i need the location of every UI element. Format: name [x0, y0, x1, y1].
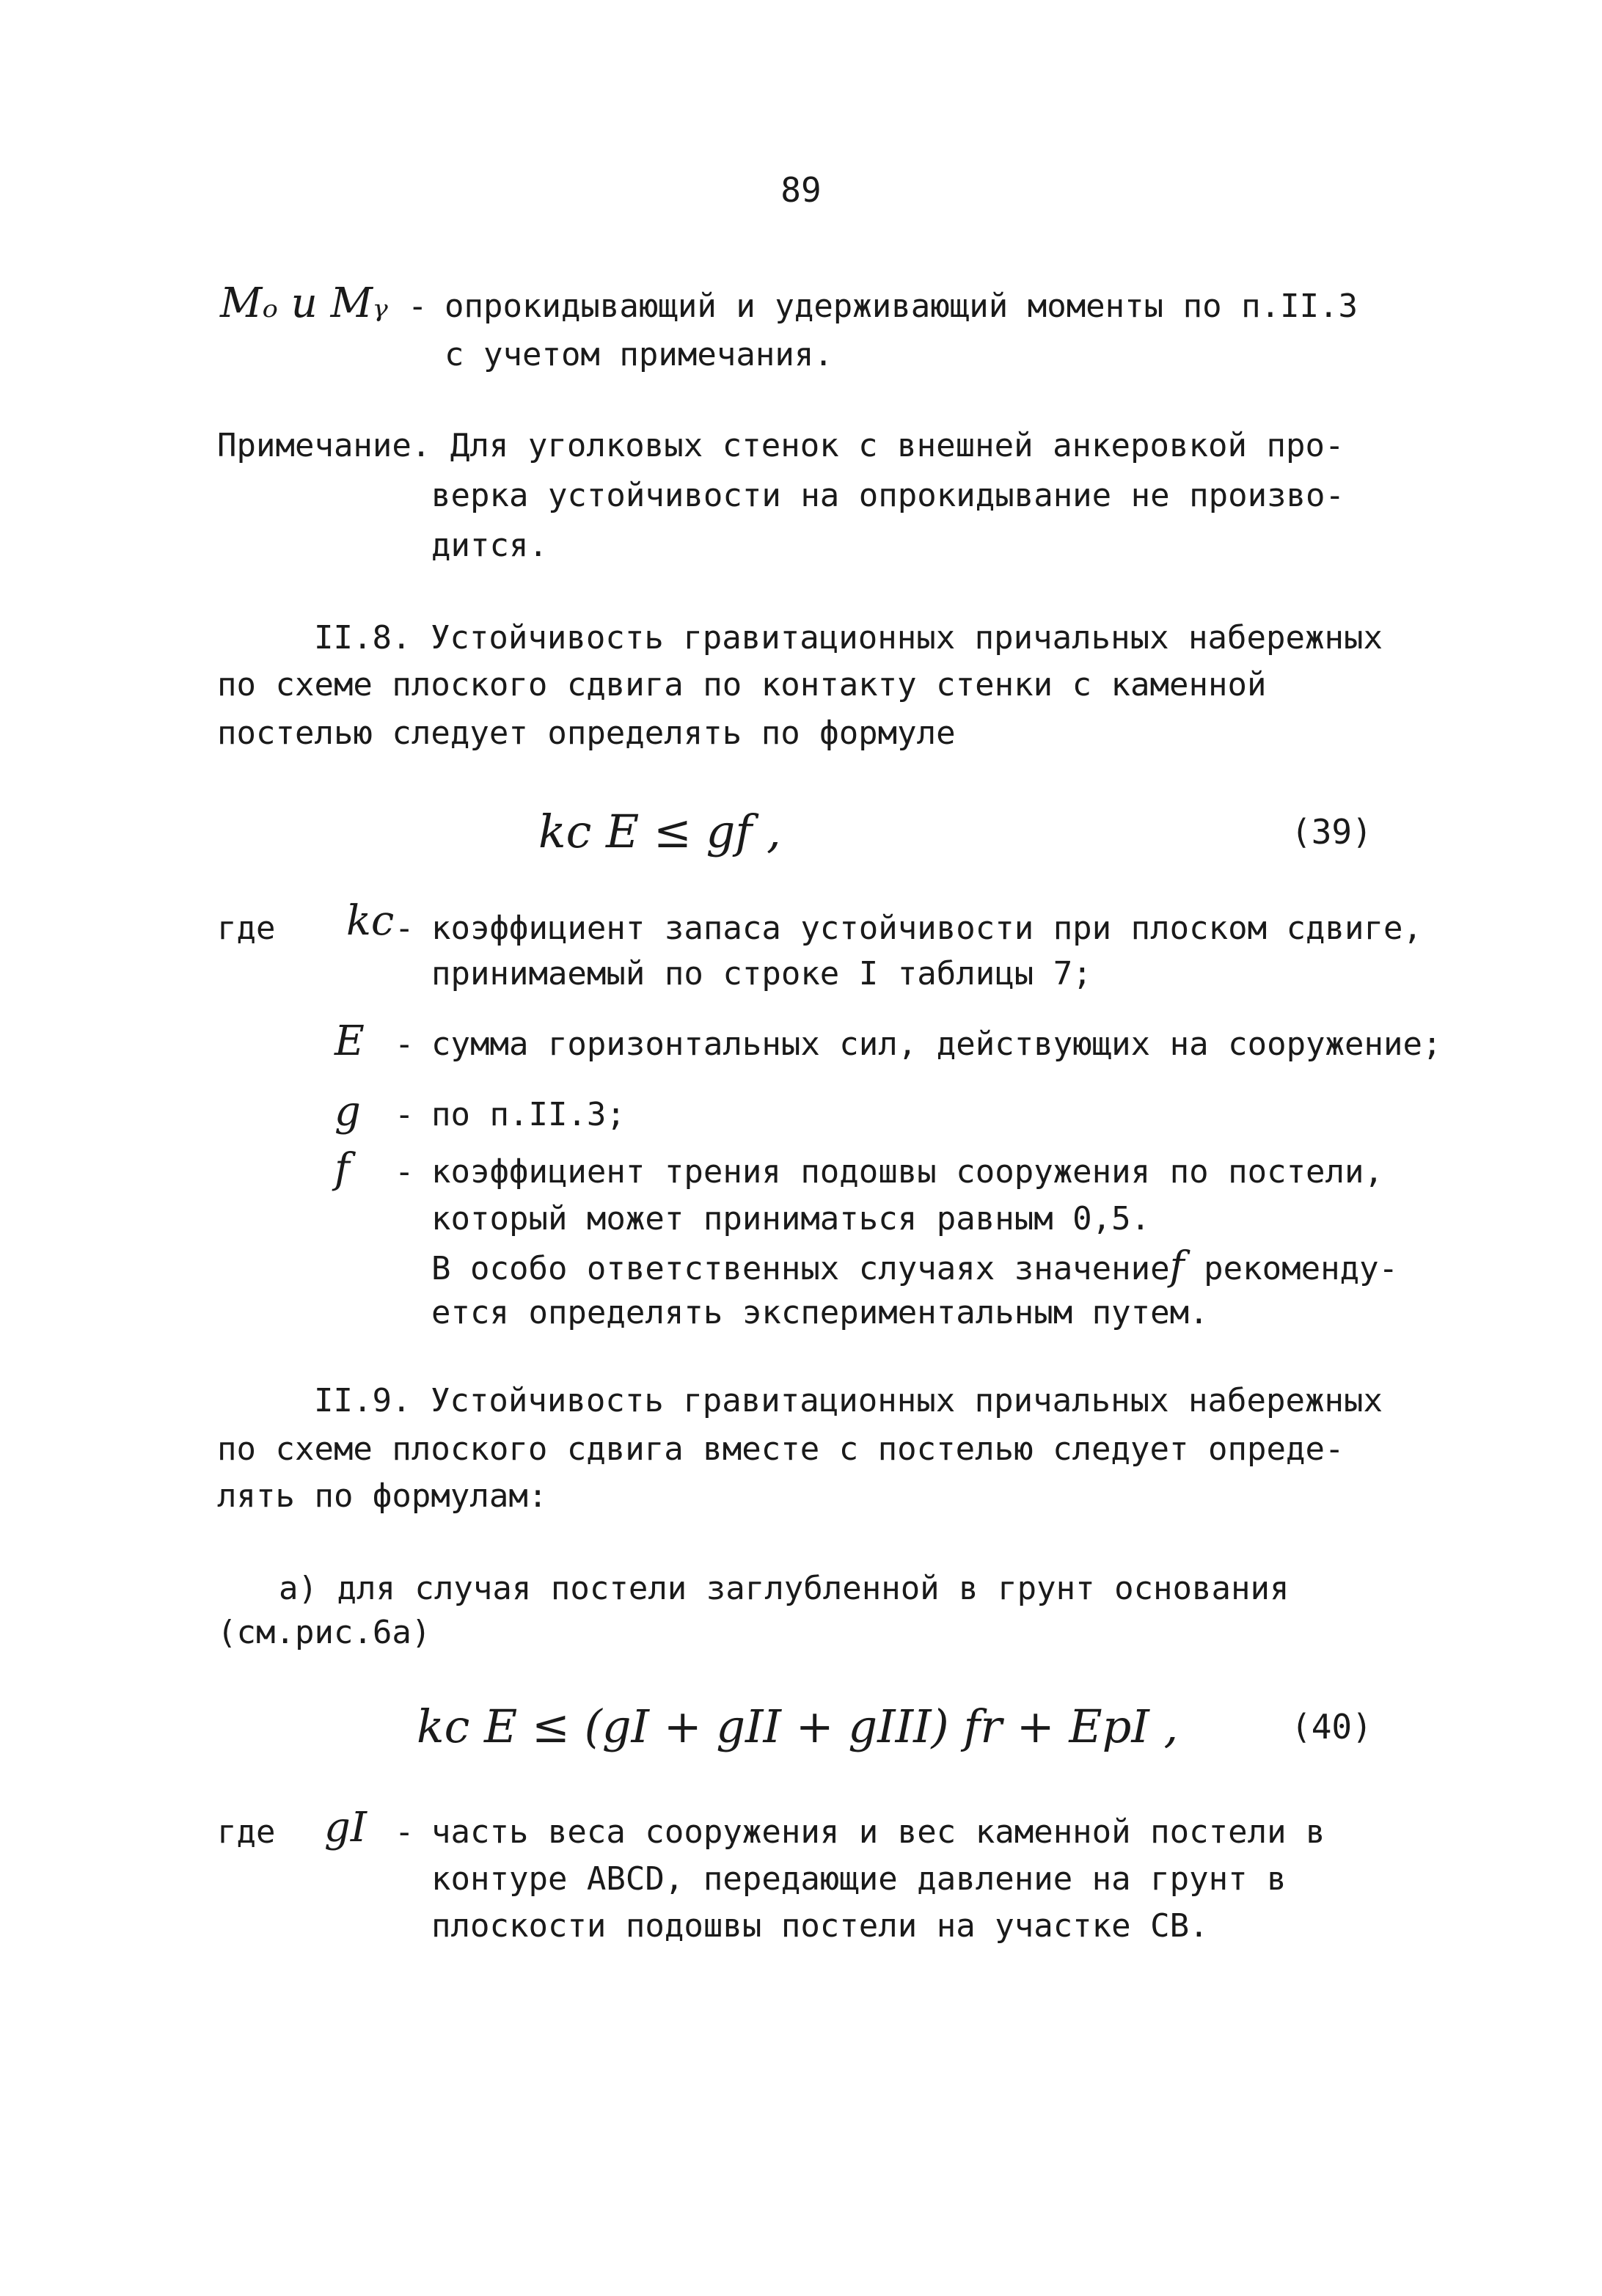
def-f-line-1: коэффициент трения подошвы сооружения по постели,	[431, 1153, 1384, 1191]
section-11-8-line-2: по схеме плоского сдвига по контакту стенки с каменной	[217, 666, 1267, 703]
dash-kc: -	[395, 910, 414, 947]
dash-f: -	[395, 1153, 414, 1191]
moments-def-line-1: опрокидывающий и удерживающий моменты по п.II.3	[445, 288, 1358, 325]
dash-e: -	[395, 1025, 414, 1063]
def-f-line-3	[431, 1244, 1398, 1291]
where-label-40: где	[217, 1813, 276, 1851]
formula-39: kc E ≤ gf ,	[538, 805, 781, 858]
symbol-g-i: gI	[324, 1804, 367, 1851]
def-f-line-2: который может приниматься равным 0,5.	[431, 1200, 1151, 1237]
moments-symbol: Mₒ и Mᵧ	[220, 279, 389, 327]
def-g-line-1: по п.II.3;	[431, 1096, 626, 1133]
note-line-2: верка устойчивости на опрокидывание не произво-	[431, 477, 1345, 514]
note-line-1: Примечание. Для уголковых стенок с внешней анкеровкой про-	[217, 427, 1345, 464]
case-a-line-2: (см.рис.6а)	[217, 1614, 431, 1651]
moments-dash: -	[408, 288, 428, 325]
page-number: 89	[780, 170, 822, 210]
symbol-e: E	[334, 1017, 365, 1065]
section-11-9-line-1: II.9. Устойчивость гравитационных причальных набережных	[314, 1382, 1383, 1419]
formula-39-number: (39)	[1291, 812, 1372, 852]
note-line-3: дится.	[431, 527, 548, 564]
case-a-line-1: а) для случая постели заглубленной в грунт основания	[279, 1570, 1290, 1607]
section-11-8-line-1: II.8. Устойчивость гравитационных причальных набережных	[314, 619, 1383, 657]
section-11-8-line-3: постелью следует определять по формуле	[217, 714, 956, 752]
def-e-line-1: сумма горизонтальных сил, действующих на сооружение;	[431, 1025, 1442, 1063]
section-11-9-line-3: лять по формулам:	[217, 1477, 548, 1515]
def-g-i-line-2: контуре ABCD, передающие давление на грунт в	[431, 1860, 1287, 1898]
inline-symbol-f: f	[1169, 1243, 1185, 1289]
formula-40-number: (40)	[1291, 1707, 1372, 1747]
dash-g: -	[395, 1096, 414, 1133]
section-11-9-line-2: по схеме плоского сдвига вместе с постелью следует опреде-	[217, 1430, 1345, 1468]
def-f-line-3-tail: рекоменду-	[1204, 1250, 1399, 1287]
formula-40: kc E ≤ (gI + gII + gIII) fr + EpI ,	[417, 1700, 1179, 1753]
dash-g-i: -	[395, 1813, 414, 1851]
symbol-f: f	[334, 1145, 350, 1193]
def-g-i-line-1: часть веса сооружения и вес каменной постели в	[431, 1813, 1325, 1851]
def-kc-line-2: принимаемый по строке I таблицы 7;	[431, 955, 1092, 992]
where-label-39: где	[217, 910, 276, 947]
def-g-i-line-3: плоскости подошвы постели на участке CB.	[431, 1907, 1209, 1945]
def-f-line-4: ется определять экспериментальным путем.	[431, 1294, 1209, 1331]
def-f-line-3-text: В особо ответственных случаях значение	[431, 1250, 1170, 1287]
def-kc-line-1: коэффициент запаса устойчивости при плоском сдвиге,	[431, 910, 1423, 947]
moments-def-line-2: с учетом примечания.	[445, 336, 833, 373]
symbol-kc: kc	[346, 897, 395, 945]
symbol-g: g	[334, 1088, 361, 1136]
